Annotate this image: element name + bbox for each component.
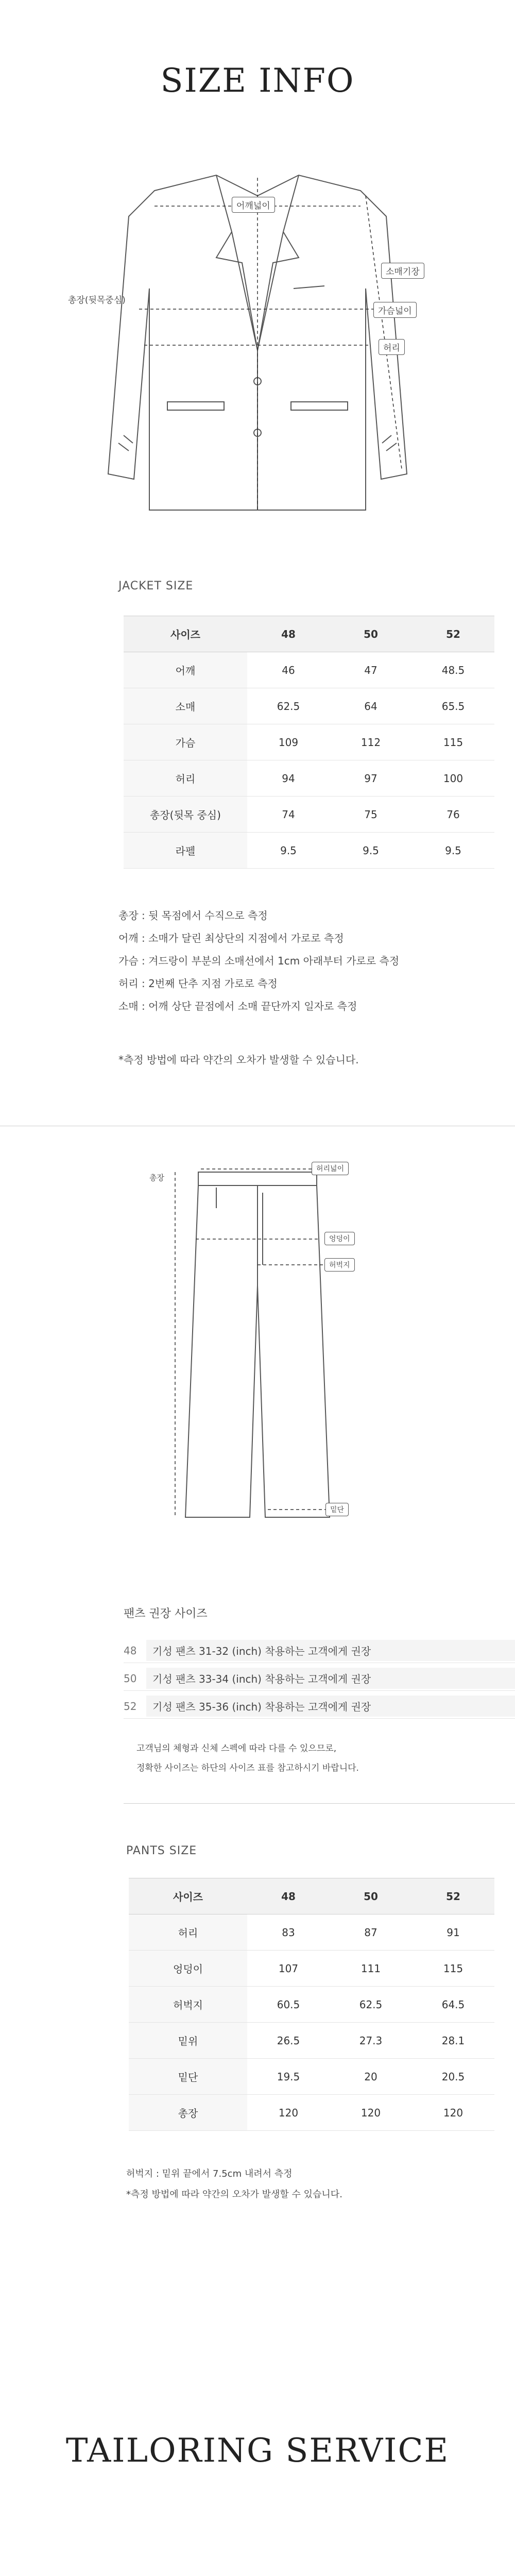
jacket-caution: *측정 방법에 따라 약간의 오차가 발생할 수 있습니다. — [118, 1054, 359, 1066]
cell: 9.5 — [247, 833, 330, 869]
cell: 19.5 — [247, 2059, 330, 2095]
header-cell: 사이즈 — [124, 616, 247, 652]
header-cell: 52 — [412, 616, 494, 652]
recommend-row — [124, 1638, 515, 1663]
table-row — [129, 2095, 494, 2131]
section-divider — [124, 1803, 515, 1804]
note-line: 허리 : 2번째 단추 지점 가로로 측정 — [118, 977, 278, 990]
note-line: 소매 : 어깨 상단 끝점에서 소매 끝단까지 일자로 측정 — [118, 1000, 357, 1012]
cell: 94 — [247, 760, 330, 796]
cell: 60.5 — [247, 1987, 330, 2023]
chest-label: 가슴넓이 — [373, 302, 417, 318]
cell: 20.5 — [412, 2059, 494, 2095]
note-line: 가슴 : 겨드랑이 부분의 소매선에서 1cm 아래부터 가로로 측정 — [118, 955, 400, 967]
table-row — [129, 2023, 494, 2059]
pants-diagram — [149, 1162, 371, 1533]
row-label: 엉덩이 — [129, 1951, 247, 1987]
row-label: 밑위 — [129, 2023, 247, 2059]
row-label: 허리 — [129, 1914, 247, 1951]
size-info-title: SIZE INFO — [160, 62, 355, 100]
pants-thigh-label: 허벅지 — [324, 1258, 355, 1272]
cell: 107 — [247, 1951, 330, 1987]
row-label: 밑단 — [129, 2059, 247, 2095]
cell: 109 — [247, 724, 330, 760]
table-row — [124, 652, 494, 688]
jacket-diagram — [68, 155, 438, 515]
row-label: 어깨 — [124, 652, 247, 688]
cell: 112 — [330, 724, 412, 760]
pants-illustration — [154, 1162, 371, 1533]
cell: 74 — [247, 796, 330, 833]
cell: 87 — [330, 1914, 412, 1951]
jacket-measure-notes — [118, 904, 399, 1018]
cell: 27.3 — [330, 2023, 412, 2059]
pants-hem-label: 밑단 — [325, 1503, 349, 1516]
row-label: 라펠 — [124, 833, 247, 869]
cell: 115 — [412, 724, 494, 760]
row-label: 가슴 — [124, 724, 247, 760]
cell: 120 — [412, 2095, 494, 2131]
cell: 9.5 — [412, 833, 494, 869]
table-row — [129, 1951, 494, 1987]
shoulder-label: 어깨넓이 — [232, 197, 275, 213]
row-label: 허리 — [124, 760, 247, 796]
recommend-row — [124, 1666, 515, 1691]
cell: 83 — [247, 1914, 330, 1951]
cell: 48.5 — [412, 652, 494, 688]
row-label: 총장 — [129, 2095, 247, 2131]
recommend-text: 기성 팬츠 31-32 (inch) 착용하는 고객에게 권장 — [146, 1640, 515, 1661]
sleeve-label: 소매기장 — [381, 263, 424, 279]
cell: 62.5 — [330, 1987, 412, 2023]
table-header-row — [129, 1878, 494, 1914]
recommend-text: 기성 팬츠 35-36 (inch) 착용하는 고객에게 권장 — [146, 1696, 515, 1717]
header-cell: 50 — [330, 1878, 412, 1914]
note-line: 어깨 : 소매가 달린 최상단의 지점에서 가로로 측정 — [118, 932, 344, 944]
cell: 20 — [330, 2059, 412, 2095]
table-row — [124, 833, 494, 869]
recommend-text: 기성 팬츠 33-34 (inch) 착용하는 고객에게 권장 — [146, 1668, 515, 1689]
recommend-row — [124, 1694, 515, 1719]
cell: 46 — [247, 652, 330, 688]
pants-size-label: PANTS SIZE — [126, 1844, 197, 1857]
cell: 111 — [330, 1951, 412, 1987]
cell: 76 — [412, 796, 494, 833]
cell: 64 — [330, 688, 412, 724]
cell: 100 — [412, 760, 494, 796]
cell: 75 — [330, 796, 412, 833]
recommend-size: 48 — [124, 1644, 137, 1657]
header-cell: 사이즈 — [129, 1878, 247, 1914]
pants-recommend-title: 팬츠 권장 사이즈 — [124, 1607, 208, 1620]
header-cell: 52 — [412, 1878, 494, 1914]
cell: 91 — [412, 1914, 494, 1951]
recommend-size: 52 — [124, 1700, 137, 1713]
cell: 47 — [330, 652, 412, 688]
note-line: *측정 방법에 따라 약간의 오차가 발생할 수 있습니다. — [126, 2189, 342, 2200]
pants-hip-label: 엉덩이 — [324, 1232, 355, 1245]
cell: 65.5 — [412, 688, 494, 724]
pants-recommend-note — [136, 1739, 359, 1778]
table-row — [124, 688, 494, 724]
jacket-size-label: JACKET SIZE — [118, 580, 194, 592]
recommend-size: 50 — [124, 1672, 137, 1685]
cell: 26.5 — [247, 2023, 330, 2059]
header-cell: 48 — [247, 1878, 330, 1914]
row-label: 총장(뒷목 중심) — [124, 796, 247, 833]
cell: 97 — [330, 760, 412, 796]
note-line: 정확한 사이즈는 하단의 사이즈 표를 참고하시기 바랍니다. — [136, 1763, 359, 1773]
tailoring-title: TAILORING SERVICE — [65, 2432, 450, 2470]
table-row — [129, 2059, 494, 2095]
cell: 9.5 — [330, 833, 412, 869]
waist-label: 허리 — [379, 339, 405, 355]
header-cell: 48 — [247, 616, 330, 652]
cell: 28.1 — [412, 2023, 494, 2059]
pants-size-table — [129, 1878, 494, 2131]
row-label: 소매 — [124, 688, 247, 724]
table-row — [129, 1987, 494, 2023]
table-row — [129, 1914, 494, 1951]
note-line: 고객님의 체형과 신체 스펙에 따라 다를 수 있으므로, — [136, 1743, 337, 1754]
cell: 115 — [412, 1951, 494, 1987]
note-line: 허벅지 : 밑위 끝에서 7.5cm 내려서 측정 — [126, 2168, 293, 2179]
table-row — [124, 724, 494, 760]
jacket-size-table — [124, 616, 494, 869]
table-row — [124, 796, 494, 833]
cell: 64.5 — [412, 1987, 494, 2023]
pants-length-label: 총장 — [149, 1173, 164, 1182]
pants-measure-notes — [126, 2164, 342, 2205]
pants-waist-label: 허리넓이 — [312, 1162, 349, 1175]
length-label: 총장(뒷목중심) — [68, 295, 126, 306]
header-cell: 50 — [330, 616, 412, 652]
cell: 62.5 — [247, 688, 330, 724]
row-label: 허벅지 — [129, 1987, 247, 2023]
table-header-row — [124, 616, 494, 652]
note-line: 총장 : 뒷 목점에서 수직으로 측정 — [118, 909, 268, 922]
cell: 120 — [330, 2095, 412, 2131]
cell: 120 — [247, 2095, 330, 2131]
table-row — [124, 760, 494, 796]
